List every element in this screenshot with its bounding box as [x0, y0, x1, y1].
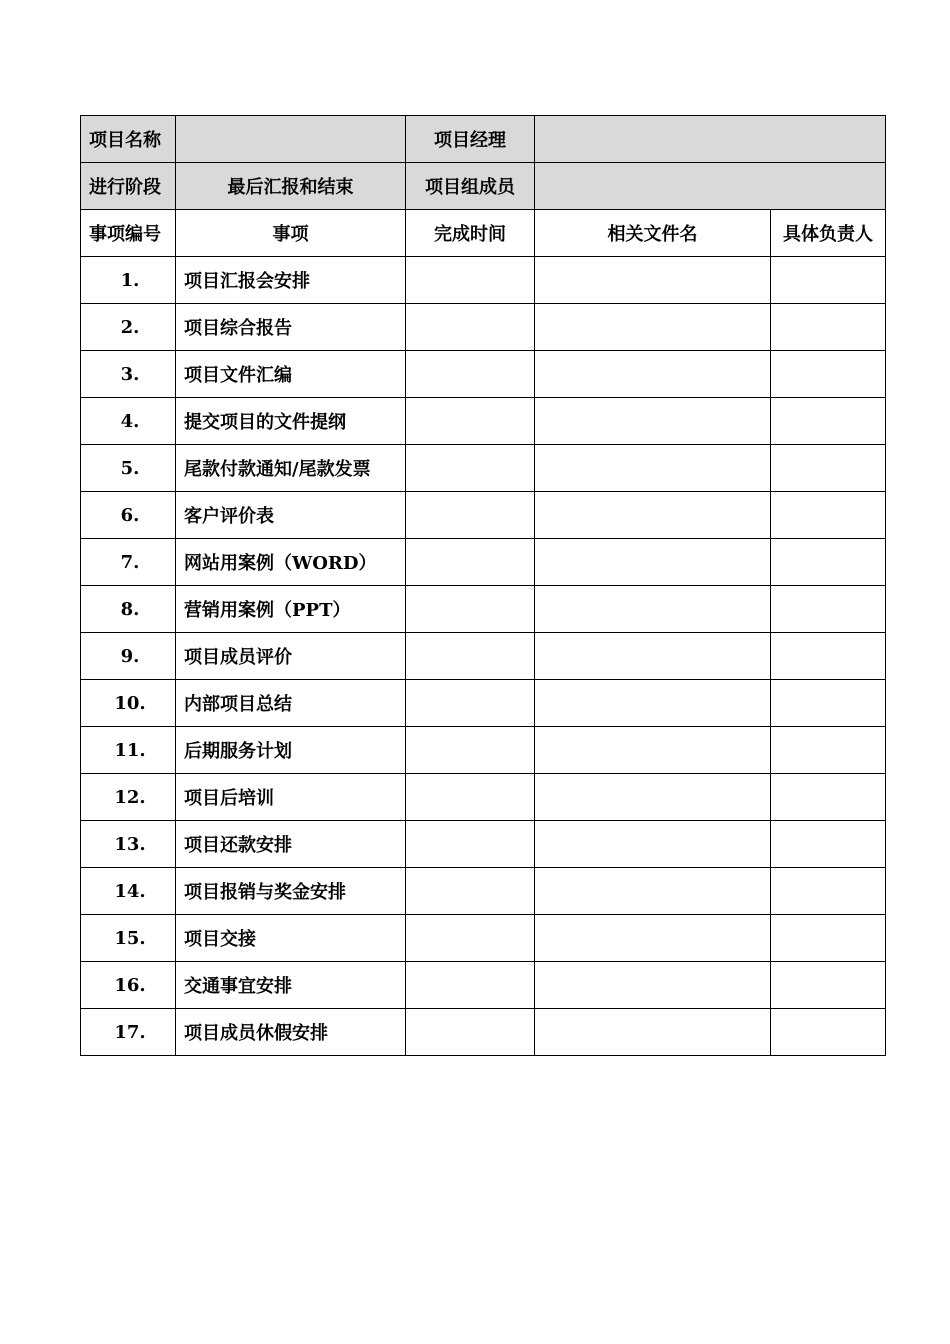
owner-cell[interactable]	[771, 492, 886, 539]
column-header-row	[81, 210, 886, 257]
col-header-owner: 具体负责人	[771, 210, 886, 257]
related-file-cell[interactable]	[535, 868, 771, 915]
project-closure-table	[80, 115, 886, 1056]
completion-time-cell[interactable]	[406, 633, 535, 680]
stage-value[interactable]: 最后汇报和结束	[176, 163, 406, 210]
table-row	[81, 351, 886, 398]
table-row	[81, 539, 886, 586]
related-file-cell[interactable]	[535, 492, 771, 539]
item-number: 15.	[81, 915, 176, 962]
col-header-item: 事项	[176, 210, 406, 257]
item-description: 交通事宜安排	[176, 962, 406, 1009]
item-number: 4.	[81, 398, 176, 445]
item-number: 10.	[81, 680, 176, 727]
owner-cell[interactable]	[771, 633, 886, 680]
completion-time-cell[interactable]	[406, 257, 535, 304]
completion-time-cell[interactable]	[406, 680, 535, 727]
item-number: 13.	[81, 821, 176, 868]
owner-cell[interactable]	[771, 304, 886, 351]
completion-time-cell[interactable]	[406, 1009, 535, 1056]
table-row	[81, 445, 886, 492]
related-file-cell[interactable]	[535, 680, 771, 727]
project-name-label: 项目名称	[81, 116, 176, 163]
owner-cell[interactable]	[771, 1009, 886, 1056]
item-number: 7.	[81, 539, 176, 586]
completion-time-cell[interactable]	[406, 539, 535, 586]
project-name-field[interactable]	[176, 116, 406, 163]
col-header-number: 事项编号	[81, 210, 176, 257]
stage-row	[81, 163, 886, 210]
completion-time-cell[interactable]	[406, 962, 535, 1009]
project-manager-field[interactable]	[535, 116, 886, 163]
completion-time-cell[interactable]	[406, 821, 535, 868]
owner-cell[interactable]	[771, 680, 886, 727]
completion-time-cell[interactable]	[406, 868, 535, 915]
members-field[interactable]	[535, 163, 886, 210]
table-row	[81, 727, 886, 774]
related-file-cell[interactable]	[535, 821, 771, 868]
item-number: 1.	[81, 257, 176, 304]
item-number: 6.	[81, 492, 176, 539]
related-file-cell[interactable]	[535, 774, 771, 821]
item-number: 5.	[81, 445, 176, 492]
related-file-cell[interactable]	[535, 398, 771, 445]
owner-cell[interactable]	[771, 257, 886, 304]
item-description: 项目成员评价	[176, 633, 406, 680]
item-description: 提交项目的文件提纲	[176, 398, 406, 445]
related-file-cell[interactable]	[535, 962, 771, 1009]
owner-cell[interactable]	[771, 445, 886, 492]
project-info-row	[81, 116, 886, 163]
completion-time-cell[interactable]	[406, 398, 535, 445]
table-row	[81, 680, 886, 727]
owner-cell[interactable]	[771, 774, 886, 821]
completion-time-cell[interactable]	[406, 492, 535, 539]
item-number: 11.	[81, 727, 176, 774]
item-description: 项目后培训	[176, 774, 406, 821]
related-file-cell[interactable]	[535, 539, 771, 586]
col-header-completion-time: 完成时间	[406, 210, 535, 257]
completion-time-cell[interactable]	[406, 727, 535, 774]
related-file-cell[interactable]	[535, 727, 771, 774]
item-description: 项目综合报告	[176, 304, 406, 351]
item-description: 项目文件汇编	[176, 351, 406, 398]
owner-cell[interactable]	[771, 821, 886, 868]
completion-time-cell[interactable]	[406, 351, 535, 398]
item-number: 3.	[81, 351, 176, 398]
owner-cell[interactable]	[771, 727, 886, 774]
item-description: 客户评价表	[176, 492, 406, 539]
item-number: 12.	[81, 774, 176, 821]
owner-cell[interactable]	[771, 586, 886, 633]
table-row	[81, 633, 886, 680]
table-row	[81, 915, 886, 962]
table-row	[81, 304, 886, 351]
item-description: 项目汇报会安排	[176, 257, 406, 304]
item-number: 17.	[81, 1009, 176, 1056]
table-row	[81, 962, 886, 1009]
completion-time-cell[interactable]	[406, 445, 535, 492]
completion-time-cell[interactable]	[406, 915, 535, 962]
item-description: 项目还款安排	[176, 821, 406, 868]
item-number: 2.	[81, 304, 176, 351]
item-description: 项目报销与奖金安排	[176, 868, 406, 915]
related-file-cell[interactable]	[535, 633, 771, 680]
completion-time-cell[interactable]	[406, 586, 535, 633]
owner-cell[interactable]	[771, 962, 886, 1009]
related-file-cell[interactable]	[535, 257, 771, 304]
related-file-cell[interactable]	[535, 586, 771, 633]
stage-label: 进行阶段	[81, 163, 176, 210]
col-header-related-file: 相关文件名	[535, 210, 771, 257]
item-description: 网站用案例（WORD）	[176, 539, 406, 586]
related-file-cell[interactable]	[535, 1009, 771, 1056]
owner-cell[interactable]	[771, 868, 886, 915]
table-row	[81, 821, 886, 868]
owner-cell[interactable]	[771, 398, 886, 445]
table-row	[81, 774, 886, 821]
item-description: 后期服务计划	[176, 727, 406, 774]
item-description: 尾款付款通知/尾款发票	[176, 445, 406, 492]
completion-time-cell[interactable]	[406, 774, 535, 821]
item-number: 8.	[81, 586, 176, 633]
item-number: 16.	[81, 962, 176, 1009]
table-row	[81, 586, 886, 633]
related-file-cell[interactable]	[535, 915, 771, 962]
table-row	[81, 398, 886, 445]
item-description: 项目交接	[176, 915, 406, 962]
owner-cell[interactable]	[771, 351, 886, 398]
item-number: 14.	[81, 868, 176, 915]
owner-cell[interactable]	[771, 915, 886, 962]
table-row	[81, 492, 886, 539]
item-description: 内部项目总结	[176, 680, 406, 727]
completion-time-cell[interactable]	[406, 304, 535, 351]
item-number: 9.	[81, 633, 176, 680]
table-row	[81, 1009, 886, 1056]
item-description: 项目成员休假安排	[176, 1009, 406, 1056]
table-row	[81, 257, 886, 304]
related-file-cell[interactable]	[535, 351, 771, 398]
project-manager-label: 项目经理	[406, 116, 535, 163]
related-file-cell[interactable]	[535, 304, 771, 351]
item-description: 营销用案例（PPT）	[176, 586, 406, 633]
related-file-cell[interactable]	[535, 445, 771, 492]
table-row	[81, 868, 886, 915]
members-label: 项目组成员	[406, 163, 535, 210]
owner-cell[interactable]	[771, 539, 886, 586]
